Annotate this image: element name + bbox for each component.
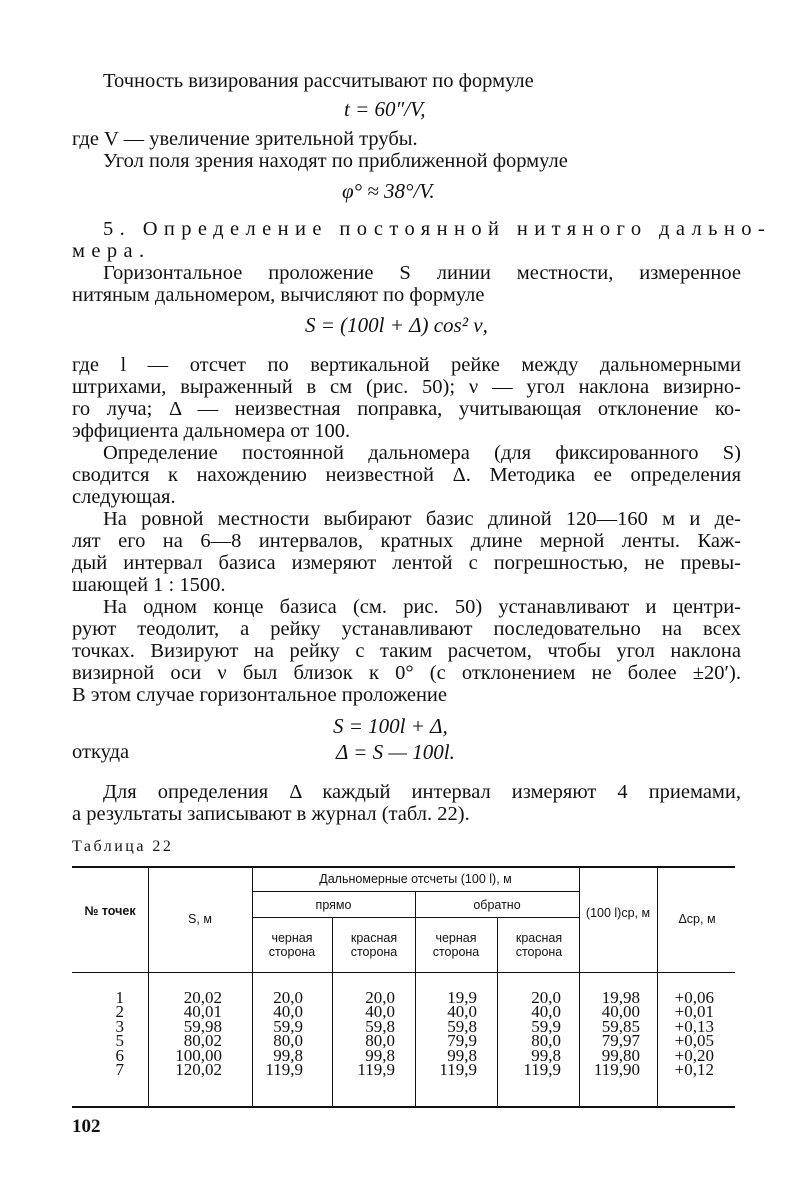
table-cell: 40,00 (601, 1002, 640, 1022)
column-reverse-black (424, 988, 477, 1080)
paragraph-line: Точность визирования рассчитывают по формуле (103, 70, 534, 92)
table-cell: 1 (115, 988, 124, 1007)
section-heading: 5. Определение постоянной нитяного дально- (103, 218, 772, 240)
paragraph-line: лят его на 6—8 интервалов, кратных длине мерной ленты. Каж- (72, 530, 741, 552)
table-cell: +0,12 (674, 1060, 714, 1080)
table-cell: 119,9 (265, 1060, 303, 1080)
paragraph-line: а результаты записывают в журнал (табл. 22). (72, 803, 470, 825)
table-cell: 59,9 (273, 1016, 303, 1036)
header-reverse: обратно (473, 898, 521, 912)
table-cell: 40,0 (447, 1002, 477, 1022)
table-cell: 119,9 (357, 1060, 395, 1080)
paragraph-line: На ровной местности выбирают базис длиной 120—160 м и де- (103, 508, 741, 530)
table-cell: 119,9 (523, 1060, 561, 1080)
table-cell: 19,98 (601, 988, 640, 1007)
table-cell: 3 (115, 1016, 124, 1036)
paragraph-line: штрихами, выраженный в см (рис. 50); ν — угол наклона визирно- (72, 376, 741, 398)
header-direct-red: красная сторона (350, 931, 398, 959)
table-cell: 59,9 (531, 1016, 561, 1036)
table-cell: 20,0 (365, 988, 395, 1007)
paragraph-line: следующая. (72, 486, 176, 508)
header-readings: Дальномерные отсчеты (100 l), м (319, 872, 512, 886)
header-direct: прямо (315, 898, 352, 912)
table-cell: 59,85 (601, 1016, 640, 1036)
table-cell: 120,02 (175, 1060, 222, 1080)
table-cell: 40,0 (273, 1002, 303, 1022)
table-cell: 5 (115, 1031, 124, 1051)
table-cell: 19,9 (447, 988, 477, 1007)
paragraph-line: нитяным дальномером, вычисляют по формуле (72, 284, 485, 306)
paragraph-line: шающей 1 : 1500. (72, 574, 226, 596)
paragraph-line: В этом случае горизонтальное проложение (72, 684, 447, 706)
table-cell: +0,05 (674, 1031, 714, 1051)
table-cell: 7 (115, 1060, 124, 1080)
table-cell: +0,01 (674, 1002, 714, 1022)
table-cell: 79,97 (601, 1031, 640, 1051)
column-s (160, 988, 222, 1080)
table-cell: 40,0 (365, 1002, 395, 1022)
paragraph-line: На одном конце базиса (см. рис. 50) устанавливают и центри- (103, 596, 741, 618)
table-cell: 59,8 (447, 1016, 477, 1036)
table-cell: 80,0 (531, 1031, 561, 1051)
column-reverse-red (507, 988, 561, 1080)
paragraph-line: Для определения Δ каждый интервал измеряют 4 приемами, (103, 781, 741, 803)
table-cell: 80,02 (183, 1031, 222, 1051)
table-cell: 80,0 (273, 1031, 303, 1051)
paragraph-line: сводится к нахождению неизвестной Δ. Методика ее определения (72, 464, 741, 486)
formula-correction: Δ = S — 100l. (336, 740, 455, 764)
paragraph-line: визирной оси ν был близок к 0° (с отклонением не более ±20′). (72, 662, 741, 684)
table-cell: +0,06 (674, 988, 714, 1007)
table-cell: 2 (115, 1002, 124, 1022)
table-cell: 99,8 (365, 1045, 395, 1065)
paragraph-line: где l — отсчет по вертикальной рейке между дальномерными (72, 354, 741, 376)
table-cell: 80,0 (365, 1031, 395, 1051)
paragraph-line: где V — увеличение зрительной трубы. (72, 128, 418, 150)
table-cell: 40,0 (531, 1002, 561, 1022)
paragraph-line: эффициента дальномера от 100. (72, 420, 351, 442)
paragraph-line: Горизонтальное проложение S линии местности, измеренное (103, 262, 741, 284)
paragraph-line: руют теодолит, а рейку устанавливают последовательно на всех (72, 618, 741, 640)
paragraph-line: откуда (72, 741, 130, 763)
table-cell: 20,02 (183, 988, 222, 1007)
table-cell: +0,13 (674, 1016, 714, 1036)
data-table (72, 866, 735, 1109)
column-points (92, 988, 124, 1080)
table-cell: +0,20 (674, 1045, 714, 1065)
header-reverse-black: черная сторона (432, 931, 480, 959)
table-cell: 99,8 (447, 1045, 477, 1065)
table-cell: 20,0 (531, 988, 561, 1007)
column-direct-red (342, 988, 395, 1080)
formula-field-of-view: φ° ≈ 38°/V. (342, 179, 435, 203)
table-cell: 119,90 (593, 1060, 640, 1080)
paragraph-line: точках. Визируют на рейку с таким расчетом, чтобы угол наклона (72, 640, 741, 662)
column-delta (664, 988, 714, 1080)
formula-aiming-accuracy: t = 60″/V, (344, 97, 426, 121)
table-cell: 79,9 (447, 1031, 477, 1051)
table-cell: 99,8 (273, 1045, 303, 1065)
paragraph-line: го луча; Δ — неизвестная поправка, учитывающая отклонение ко- (72, 398, 741, 420)
table-cell: 6 (115, 1045, 124, 1065)
table-cell: 40,01 (183, 1002, 222, 1022)
table-cell: 100,00 (175, 1045, 222, 1065)
table-cell: 20,0 (273, 988, 303, 1007)
table-cell: 99,8 (531, 1045, 561, 1065)
formula-horizontal-distance: S = (100l + Δ) cos² ν, (305, 313, 488, 337)
table-cell: 99,80 (601, 1045, 640, 1065)
header-reverse-red: красная сторона (515, 931, 563, 959)
formula-distance-simplified: S = 100l + Δ, (333, 714, 448, 738)
header-s: S, м (188, 912, 212, 926)
header-average: (100 l)ср, м (585, 906, 651, 920)
column-average (584, 988, 640, 1080)
column-direct-black (260, 988, 303, 1080)
page-number: 102 (72, 1116, 101, 1137)
table-cell: 59,8 (365, 1016, 395, 1036)
section-heading: мера. (72, 240, 151, 262)
paragraph-line: дый интервал базиса измеряют лентой с погрешностью, не превы- (72, 552, 741, 574)
paragraph-line: Определение постоянной дальномера (для фиксированного S) (103, 442, 741, 464)
table-cell: 59,98 (183, 1016, 222, 1036)
paragraph-line: Угол поля зрения находят по приближенной формуле (103, 150, 568, 172)
header-direct-black: черная сторона (268, 931, 316, 959)
header-delta: Δср, м (678, 912, 716, 926)
header-points: № точек (84, 904, 136, 918)
table-caption: Таблица 22 (72, 838, 174, 855)
table-cell: 119,9 (439, 1060, 477, 1080)
